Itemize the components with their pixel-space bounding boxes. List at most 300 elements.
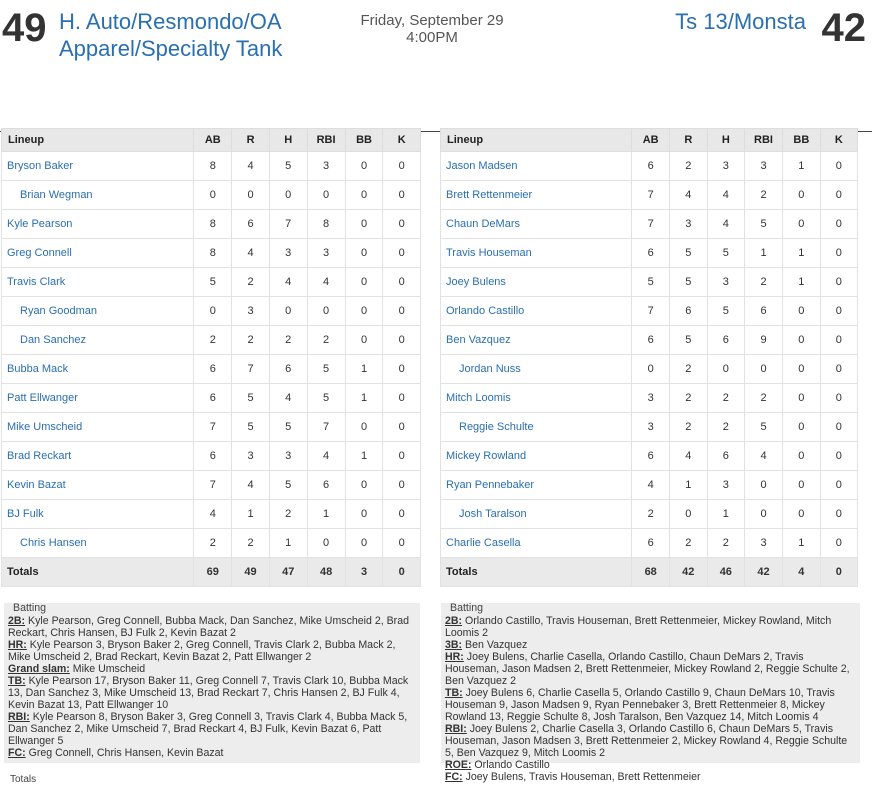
stat-cell-ab: 6: [632, 442, 670, 471]
stat-cell-r: 5: [670, 239, 708, 268]
stat-cell-r: 2: [670, 355, 708, 384]
table-row: [441, 239, 858, 268]
stat-cell-h: 6: [707, 326, 745, 355]
player-name-cell: [441, 326, 632, 355]
stat-cell-h: 5: [269, 471, 307, 500]
batting-note-players: Joey Bulens 2, Charlie Casella 3, Orlando Castillo 6, Chaun DeMars 5, Travis Houseman, Jason Madsen 3, Brett Rettenmeier 2, Mickey Rowland 4, Reggie Schulte 5, Ben Vazquez 9, Mitch Loomis 2: [445, 723, 848, 759]
stat-cell-h: 2: [707, 384, 745, 413]
stat-cell-h: 0: [707, 355, 745, 384]
player-link[interactable]: Travis Houseman: [446, 247, 532, 259]
player-name-cell: [441, 471, 632, 500]
player-link[interactable]: Bubba Mack: [7, 363, 69, 375]
totals-section-label: Totals: [10, 774, 37, 785]
stat-cell-h: 5: [707, 297, 745, 326]
player-name-cell: [2, 239, 194, 268]
stat-cell-bb: 0: [345, 326, 383, 355]
column-header-lineup: Lineup: [2, 129, 194, 152]
column-header-h: H: [707, 129, 745, 152]
stat-cell-bb: 0: [782, 210, 820, 239]
player-link[interactable]: Chaun DeMars: [446, 218, 520, 230]
total-cell-bb: 4: [782, 558, 820, 587]
stat-cell-rbi: 2: [745, 268, 783, 297]
stat-cell-h: 7: [269, 210, 307, 239]
stat-cell-r: 2: [670, 529, 708, 558]
batting-note-stat: TB:: [8, 675, 26, 687]
totals-label: Totals: [441, 558, 632, 587]
stat-cell-h: 3: [269, 239, 307, 268]
table-row: [441, 413, 858, 442]
column-header-lineup: Lineup: [441, 129, 632, 152]
stat-cell-k: 0: [820, 413, 857, 442]
stat-cell-k: 0: [820, 268, 857, 297]
table-row: [441, 500, 858, 529]
stat-cell-r: 2: [670, 384, 708, 413]
stat-cell-h: 0: [269, 297, 307, 326]
stat-cell-r: 2: [232, 326, 270, 355]
stat-cell-r: 0: [232, 181, 270, 210]
player-name-cell: [2, 471, 194, 500]
table-row: [2, 413, 421, 442]
stat-cell-k: 0: [820, 181, 857, 210]
stat-cell-k: 0: [820, 355, 857, 384]
player-name-cell: [441, 268, 632, 297]
batting-note-players: Greg Connell, Chris Hansen, Kevin Bazat: [25, 747, 224, 759]
table-row: [2, 297, 421, 326]
column-header-r: R: [232, 129, 270, 152]
stat-cell-ab: 2: [194, 529, 232, 558]
stat-cell-h: 2: [707, 413, 745, 442]
game-date: Friday, September 29: [360, 12, 504, 29]
stat-cell-ab: 0: [194, 297, 232, 326]
table-row: [2, 239, 421, 268]
stat-cell-h: 2: [269, 326, 307, 355]
batting-note-players: Kyle Pearson 17, Bryson Baker 11, Greg Connell 7, Travis Clark 10, Bubba Mack 13, Dan Sanchez 3, Mike Umscheid 13, Brad Reckart 7, Chris Hansen 2, BJ Fulk 4, Kevin Bazat 13, Patt Ellwanger 10: [8, 675, 409, 711]
table-row: [2, 529, 421, 558]
total-cell-ab: 68: [632, 558, 670, 587]
stat-cell-h: 4: [707, 181, 745, 210]
table-row: [2, 152, 421, 181]
table-row: [2, 326, 421, 355]
stat-cell-r: 6: [670, 297, 708, 326]
table-row: [441, 268, 858, 297]
stat-cell-ab: 2: [194, 326, 232, 355]
table-row: [441, 442, 858, 471]
batting-note-players: Orlando Castillo: [471, 759, 550, 771]
stat-cell-ab: 6: [632, 239, 670, 268]
batting-note-stat: ROE:: [445, 759, 472, 771]
player-link[interactable]: Brett Rettenmeier: [446, 189, 533, 201]
stat-cell-bb: 1: [782, 152, 820, 181]
player-link[interactable]: Josh Taralson: [459, 508, 527, 520]
stat-cell-bb: 0: [782, 181, 820, 210]
stat-cell-k: 0: [383, 384, 421, 413]
stat-cell-rbi: 1: [745, 239, 783, 268]
batting-heading: Batting: [450, 602, 483, 614]
stat-cell-k: 0: [383, 471, 421, 500]
stat-cell-r: 3: [232, 297, 270, 326]
player-link[interactable]: Brian Wegman: [20, 189, 93, 201]
total-cell-h: 46: [707, 558, 745, 587]
player-name-cell: [2, 384, 194, 413]
stat-cell-h: 6: [269, 355, 307, 384]
stat-cell-h: 3: [707, 471, 745, 500]
stat-cell-rbi: 0: [745, 355, 783, 384]
stat-cell-h: 0: [269, 181, 307, 210]
player-name-cell: [2, 355, 194, 384]
stat-cell-bb: 0: [345, 210, 383, 239]
stat-cell-bb: 1: [345, 384, 383, 413]
stat-cell-ab: 8: [194, 152, 232, 181]
player-link[interactable]: Jason Madsen: [446, 160, 518, 172]
stat-cell-h: 5: [269, 152, 307, 181]
stat-cell-ab: 6: [194, 384, 232, 413]
player-name-cell: [441, 152, 632, 181]
stat-cell-bb: 0: [782, 442, 820, 471]
batting-note: [445, 687, 856, 723]
player-name-cell: [2, 268, 194, 297]
player-link[interactable]: Orlando Castillo: [446, 305, 525, 317]
stat-cell-bb: 0: [782, 384, 820, 413]
stat-cell-h: 6: [707, 442, 745, 471]
column-header-ab: AB: [194, 129, 232, 152]
player-link[interactable]: Ryan Pennebaker: [446, 479, 535, 491]
stat-cell-bb: 0: [782, 326, 820, 355]
stat-cell-ab: 7: [194, 471, 232, 500]
stat-cell-ab: 6: [632, 152, 670, 181]
stat-cell-ab: 6: [194, 442, 232, 471]
stat-cell-h: 4: [269, 384, 307, 413]
player-link[interactable]: Joey Bulens: [446, 276, 506, 288]
stat-cell-bb: 1: [782, 239, 820, 268]
stat-cell-ab: 6: [194, 355, 232, 384]
player-name-cell: [2, 529, 194, 558]
stat-cell-rbi: 2: [745, 181, 783, 210]
stat-cell-bb: 0: [782, 355, 820, 384]
batting-note-players: Joey Bulens, Travis Houseman, Brett Rettenmeier: [462, 771, 701, 783]
stat-cell-r: 4: [670, 181, 708, 210]
stat-cell-r: 2: [232, 268, 270, 297]
stat-cell-r: 7: [232, 355, 270, 384]
player-link[interactable]: Kyle Pearson: [7, 218, 73, 230]
stat-cell-k: 0: [820, 442, 857, 471]
stat-cell-rbi: 5: [745, 210, 783, 239]
stat-cell-ab: 8: [194, 239, 232, 268]
player-link[interactable]: Charlie Casella: [446, 537, 521, 549]
stat-cell-r: 1: [232, 500, 270, 529]
player-name-cell: [2, 210, 194, 239]
stat-cell-r: 4: [232, 471, 270, 500]
game-datetime: [330, 12, 534, 46]
home-team-name[interactable]: Ts 13/Monsta: [675, 9, 806, 34]
batting-note: [8, 675, 416, 711]
player-link[interactable]: Bryson Baker: [7, 160, 74, 172]
totals-label: Totals: [2, 558, 194, 587]
table-header-row: [2, 129, 421, 152]
stat-cell-ab: 7: [194, 413, 232, 442]
stat-cell-r: 4: [232, 152, 270, 181]
player-link[interactable]: Patt Ellwanger: [7, 392, 78, 404]
batting-note-stat: HR:: [445, 651, 464, 663]
player-link[interactable]: Dan Sanchez: [20, 334, 87, 346]
stat-cell-h: 2: [707, 529, 745, 558]
batting-note-stat: RBI:: [445, 723, 467, 735]
stat-cell-k: 0: [383, 500, 421, 529]
stat-cell-ab: 0: [194, 181, 232, 210]
away-box-score-table: [1, 128, 421, 587]
batting-note: [445, 651, 856, 687]
stat-cell-k: 0: [820, 529, 857, 558]
stat-cell-ab: 4: [194, 500, 232, 529]
stat-cell-bb: 0: [345, 413, 383, 442]
column-header-bb: BB: [782, 129, 820, 152]
stat-cell-rbi: 3: [307, 152, 345, 181]
stat-cell-r: 5: [670, 326, 708, 355]
stat-cell-rbi: 0: [307, 297, 345, 326]
player-link[interactable]: Mickey Rowland: [446, 450, 527, 462]
stat-cell-r: 3: [232, 442, 270, 471]
batting-note: [445, 615, 856, 639]
total-cell-rbi: 42: [745, 558, 783, 587]
stat-cell-rbi: 0: [745, 471, 783, 500]
stat-cell-r: 4: [232, 239, 270, 268]
stat-cell-rbi: 2: [745, 384, 783, 413]
player-name-cell: [2, 181, 194, 210]
away-team-name[interactable]: H. Auto/Resmondo/OA Apparel/Specialty Tank: [59, 9, 283, 61]
batting-note: [8, 663, 416, 675]
stat-cell-k: 0: [820, 152, 857, 181]
stat-cell-ab: 4: [632, 471, 670, 500]
player-link[interactable]: Ryan Goodman: [20, 305, 98, 317]
stat-cell-bb: 1: [782, 268, 820, 297]
batting-note-players: Kyle Pearson, Greg Connell, Bubba Mack, Dan Sanchez, Mike Umscheid 2, Brad Reckart, Chris Hansen, BJ Fulk 2, Kevin Bazat 2: [8, 615, 409, 639]
batting-note: [445, 771, 856, 783]
table-row: [441, 529, 858, 558]
table-header-row: [441, 129, 858, 152]
table-row: [441, 384, 858, 413]
stat-cell-r: 5: [670, 268, 708, 297]
player-link[interactable]: BJ Fulk: [7, 508, 44, 520]
batting-note: [445, 639, 856, 651]
stat-cell-ab: 5: [632, 268, 670, 297]
stat-cell-h: 5: [707, 239, 745, 268]
stat-cell-h: 3: [707, 152, 745, 181]
batting-note-players: Kyle Pearson 3, Bryson Baker 2, Greg Connell, Travis Clark 2, Bubba Mack 2, Mike Umscheid 2, Brad Reckart, Kevin Bazat 2, Patt Ellwanger 2: [8, 639, 396, 663]
stat-cell-rbi: 2: [307, 326, 345, 355]
stat-cell-r: 4: [670, 442, 708, 471]
batting-note-stat: 3B:: [445, 639, 463, 651]
stat-cell-rbi: 9: [745, 326, 783, 355]
stat-cell-bb: 0: [782, 413, 820, 442]
player-name-cell: [2, 500, 194, 529]
stat-cell-bb: 0: [345, 297, 383, 326]
stat-cell-r: 3: [670, 210, 708, 239]
player-link[interactable]: Ben Vazquez: [446, 334, 511, 346]
stat-cell-k: 0: [820, 471, 857, 500]
stat-cell-k: 0: [383, 355, 421, 384]
stat-cell-bb: 0: [345, 181, 383, 210]
stat-cell-r: 5: [232, 384, 270, 413]
stat-cell-k: 0: [383, 297, 421, 326]
stat-cell-k: 0: [383, 181, 421, 210]
stat-cell-h: 3: [269, 442, 307, 471]
stat-cell-rbi: 3: [745, 529, 783, 558]
player-link[interactable]: Brad Reckart: [7, 450, 72, 462]
batting-note-stat: FC:: [8, 747, 26, 759]
stat-cell-k: 0: [820, 384, 857, 413]
table-row: [2, 384, 421, 413]
stat-cell-k: 0: [383, 413, 421, 442]
stat-cell-ab: 7: [632, 210, 670, 239]
batting-note: [8, 711, 416, 747]
table-row: [2, 210, 421, 239]
batting-note-stat: 2B:: [445, 615, 463, 627]
stat-cell-h: 4: [707, 210, 745, 239]
table-row: [441, 326, 858, 355]
player-link[interactable]: Reggie Schulte: [459, 421, 534, 433]
stat-cell-ab: 7: [632, 181, 670, 210]
batting-note-stat: TB:: [445, 687, 463, 699]
player-link[interactable]: Mike Umscheid: [7, 421, 83, 433]
table-row: [441, 152, 858, 181]
stat-cell-bb: 0: [345, 471, 383, 500]
player-name-cell: [2, 326, 194, 355]
away-batting-notes: [4, 603, 420, 763]
player-link[interactable]: Greg Connell: [7, 247, 72, 259]
player-link[interactable]: Jordan Nuss: [459, 363, 521, 375]
stat-cell-k: 0: [820, 239, 857, 268]
player-name-cell: [441, 413, 632, 442]
stat-cell-k: 0: [383, 529, 421, 558]
stat-cell-h: 3: [707, 268, 745, 297]
total-cell-bb: 3: [345, 558, 383, 587]
table-row: [2, 442, 421, 471]
column-header-k: K: [383, 129, 421, 152]
player-name-cell: [441, 384, 632, 413]
player-name-cell: [2, 297, 194, 326]
stat-cell-bb: 0: [782, 500, 820, 529]
stat-cell-k: 0: [383, 152, 421, 181]
column-header-h: H: [269, 129, 307, 152]
home-score: 42: [821, 6, 866, 50]
player-link[interactable]: Mitch Loomis: [446, 392, 511, 404]
table-row: [2, 181, 421, 210]
stat-cell-r: 6: [232, 210, 270, 239]
home-batting-notes: [441, 602, 860, 783]
table-row: [441, 355, 858, 384]
stat-cell-ab: 2: [632, 500, 670, 529]
stat-cell-rbi: 6: [307, 471, 345, 500]
stat-cell-rbi: 1: [307, 500, 345, 529]
batting-note-stat: Grand slam:: [8, 663, 70, 675]
stat-cell-rbi: 7: [307, 413, 345, 442]
batting-note-players: Kyle Pearson 8, Bryson Baker 3, Greg Connell 3, Travis Clark 4, Bubba Mack 5, Dan Sanchez 2, Mike Umscheid 7, Brad Reckart 4, BJ Fulk, Kevin Bazat 6, Patt Ellwanger 5: [8, 711, 408, 747]
table-row: [2, 268, 421, 297]
stat-cell-k: 0: [383, 210, 421, 239]
stat-cell-rbi: 5: [307, 384, 345, 413]
stat-cell-bb: 0: [345, 500, 383, 529]
stat-cell-k: 0: [383, 326, 421, 355]
stat-cell-h: 2: [269, 500, 307, 529]
stat-cell-r: 5: [232, 413, 270, 442]
stat-cell-rbi: 0: [307, 181, 345, 210]
column-header-rbi: RBI: [745, 129, 783, 152]
stat-cell-ab: 6: [632, 326, 670, 355]
player-name-cell: [441, 181, 632, 210]
player-name-cell: [441, 529, 632, 558]
stat-cell-r: 1: [670, 471, 708, 500]
batting-note-players: Mike Umscheid: [69, 663, 146, 675]
stat-cell-bb: 0: [782, 297, 820, 326]
player-name-cell: [2, 152, 194, 181]
total-cell-h: 47: [269, 558, 307, 587]
player-name-cell: [441, 297, 632, 326]
stat-cell-ab: 3: [632, 384, 670, 413]
total-cell-rbi: 48: [307, 558, 345, 587]
batting-note: [445, 723, 856, 759]
stat-cell-k: 0: [383, 442, 421, 471]
batting-heading: Batting: [13, 602, 46, 614]
table-row: [441, 181, 858, 210]
stat-cell-bb: 0: [345, 152, 383, 181]
player-link[interactable]: Kevin Bazat: [7, 479, 66, 491]
stat-cell-bb: 1: [782, 529, 820, 558]
stat-cell-bb: 1: [345, 355, 383, 384]
player-name-cell: [441, 210, 632, 239]
player-name-cell: [2, 442, 194, 471]
stat-cell-rbi: 6: [745, 297, 783, 326]
column-header-rbi: RBI: [307, 129, 345, 152]
player-link[interactable]: Chris Hansen: [20, 537, 87, 549]
away-score: 49: [2, 6, 47, 50]
totals-row: [2, 558, 421, 587]
table-row: [2, 355, 421, 384]
total-cell-ab: 69: [194, 558, 232, 587]
stat-cell-rbi: 4: [745, 442, 783, 471]
stat-cell-h: 5: [269, 413, 307, 442]
column-header-bb: BB: [345, 129, 383, 152]
stat-cell-ab: 3: [632, 413, 670, 442]
totals-row: [441, 558, 858, 587]
stat-cell-rbi: 3: [307, 239, 345, 268]
player-name-cell: [2, 413, 194, 442]
batting-note-stat: 2B:: [8, 615, 26, 627]
stat-cell-ab: 0: [632, 355, 670, 384]
player-name-cell: [441, 500, 632, 529]
batting-note-players: Orlando Castillo, Travis Houseman, Brett Rettenmeier, Mickey Rowland, Mitch Loomis 2: [445, 615, 832, 639]
stat-cell-rbi: 0: [745, 500, 783, 529]
column-header-r: R: [670, 129, 708, 152]
stat-cell-rbi: 3: [745, 152, 783, 181]
stat-cell-rbi: 4: [307, 268, 345, 297]
batting-note: [8, 615, 416, 639]
stat-cell-r: 2: [232, 529, 270, 558]
stat-cell-ab: 6: [632, 529, 670, 558]
batting-note: [445, 759, 856, 771]
total-cell-r: 49: [232, 558, 270, 587]
stat-cell-ab: 5: [194, 268, 232, 297]
batting-note-stat: FC:: [445, 771, 463, 783]
stat-cell-bb: 0: [345, 268, 383, 297]
stat-cell-k: 0: [820, 297, 857, 326]
total-cell-k: 0: [383, 558, 421, 587]
stat-cell-h: 1: [707, 500, 745, 529]
total-cell-r: 42: [670, 558, 708, 587]
batting-note-stat: RBI:: [8, 711, 30, 723]
stat-cell-bb: 0: [782, 471, 820, 500]
game-time: 4:00PM: [406, 29, 458, 46]
batting-note-stat: HR:: [8, 639, 27, 651]
player-link[interactable]: Travis Clark: [7, 276, 66, 288]
